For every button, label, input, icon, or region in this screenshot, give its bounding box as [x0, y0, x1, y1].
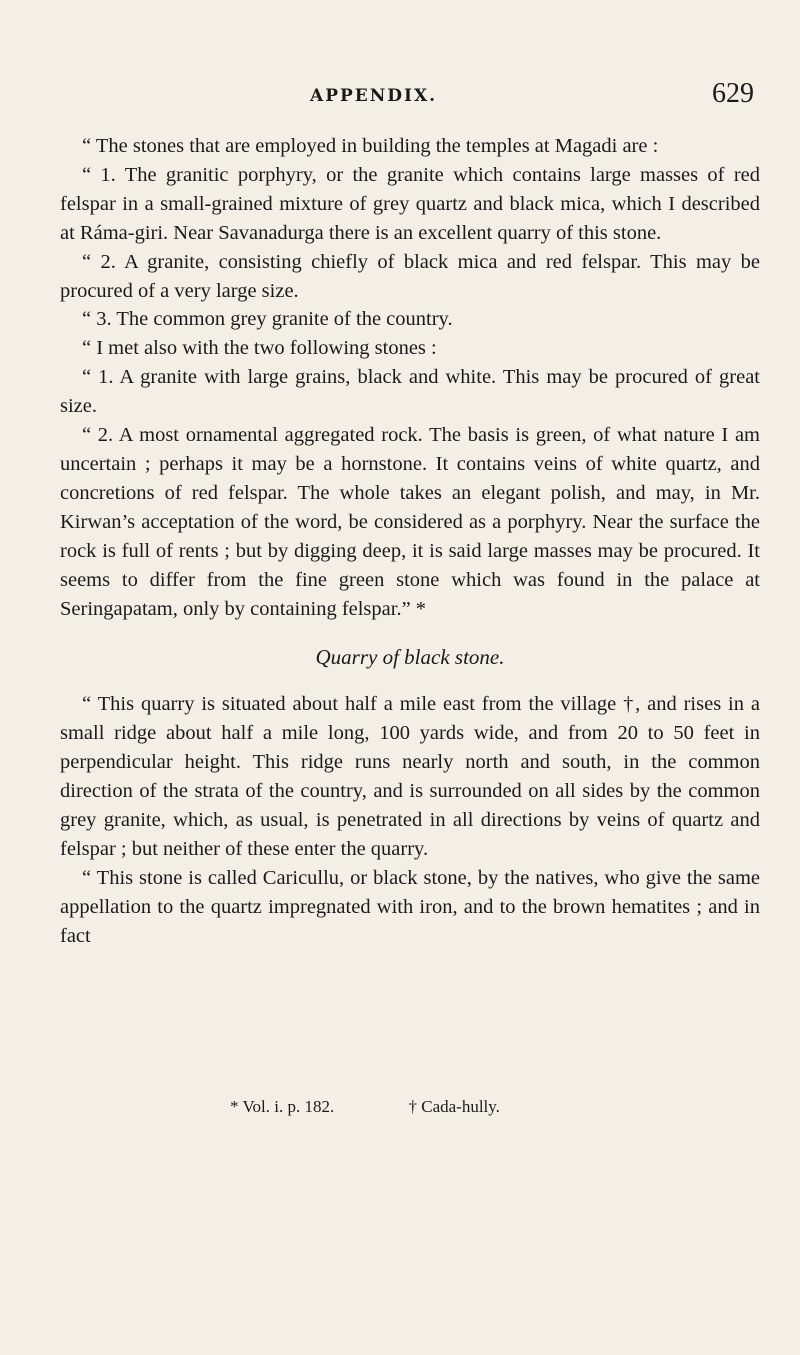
footnote-2: † Cada-hully.	[408, 1097, 500, 1116]
paragraph: “ I met also with the two following stones :	[82, 337, 437, 360]
paragraph: “ The stones that are employed in building the temples at Magadi are :	[82, 135, 659, 157]
running-title: APPENDIX.	[310, 86, 438, 106]
paragraph: “ This stone is called Caricullu, or black stone, by the natives, who give the same appellation to the quartz impregnated with iron, and to the brown hematites ; and in fact	[60, 866, 760, 947]
section-heading: Quarry of black stone.	[315, 645, 505, 670]
paragraph: “ 1. A granite with large grains, black and white. This may be procured of great size.	[60, 366, 760, 418]
paragraph: “ This quarry is situated about half a mile east from the village †, and rises in a small ridge about half a mile long, 100 yards wide, and from 20 to 50 feet in perpendicular height. This ridge runs nearly north and south, in the common direction of the strata of the country, and is surrounded on all sides by the common grey granite, which, as usual, is penetrated in all directions by veins of quartz and felspar ; but neither of these enter the quarry.	[60, 693, 760, 860]
paragraph: “ 1. The granitic porphyry, or the granite which contains large masses of red felspar in a small-grained mixture of grey quartz and black mica, which I described at Ráma-giri. Near Savanadurga there is an excellent quarry of this stone.	[60, 163, 760, 244]
footnotes	[230, 1097, 650, 1117]
paragraph: “ 2. A granite, consisting chiefly of black mica and red felspar. This may be procured of a very large size.	[60, 250, 760, 302]
paragraph: “ 3. The common grey granite of the country.	[82, 308, 453, 331]
footnote-1: * Vol. i. p. 182.	[230, 1097, 335, 1116]
page-number: 629	[712, 78, 754, 109]
body-text	[60, 132, 760, 950]
paragraph: “ 2. A most ornamental aggregated rock. The basis is green, of what nature I am uncertain ; perhaps it may be a hornstone. It contains veins of white quartz, and concretions of red felspar. The whole takes an elegant polish, and may, in Mr. Kirwan’s acceptation of the word, be considered as a porphyry. Near the surface the rock is full of rents ; but by digging deep, it is said large masses may be procured. It seems to differ from the fine green stone which was found in the palace at Seringapatam, only by containing felspar.” *	[60, 424, 760, 620]
